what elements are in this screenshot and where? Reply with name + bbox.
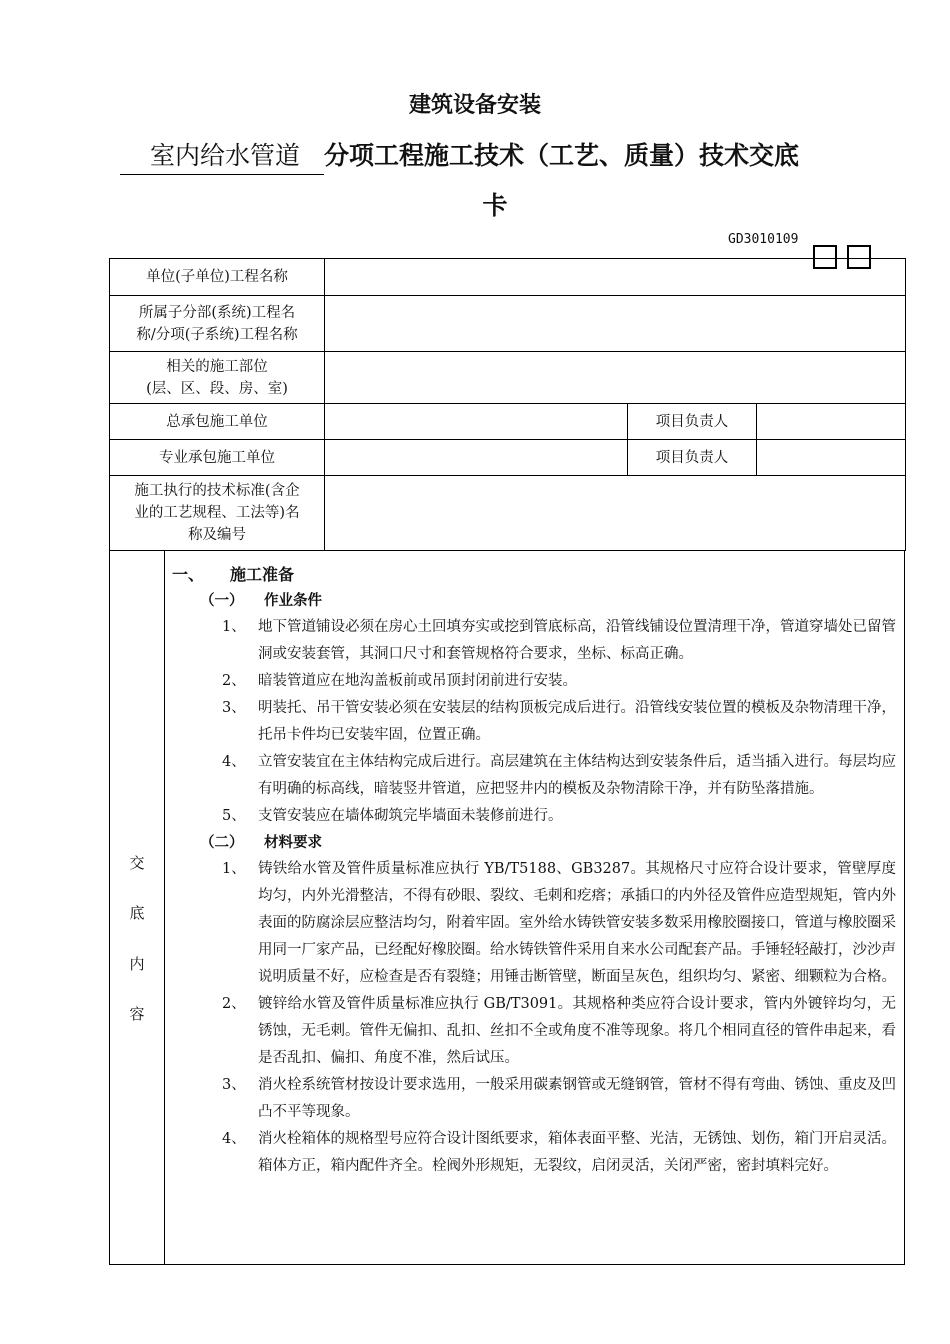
- specialty-contractor-label: 专业承包施工单位: [110, 440, 325, 476]
- list-item-text: 支管安装应在墙体砌筑完毕墙面未装修前进行。: [258, 808, 563, 824]
- list-item-text: 暗装管道应在地沟盖板前或吊顶封闭前进行安装。: [258, 673, 577, 689]
- subproject-label-line2: 称/分项(子系统)工程名称: [136, 326, 298, 343]
- subsection-number: （二）: [200, 835, 244, 851]
- title-line2-text: 分项工程施工技术（工艺、质量）技术交底: [324, 141, 800, 170]
- list-item: [170, 695, 900, 749]
- side-label-char: 内: [129, 955, 145, 973]
- document-code: GD3010109: [728, 232, 799, 247]
- subsection-title: 作业条件: [264, 593, 322, 609]
- list-item-number: 2、: [222, 673, 246, 689]
- list-item-text: 铸铁给水管及管件质量标准应执行 YB/T5188、GB3287。其规格尺寸应符合设计要求，管壁厚度均匀，内外光滑整洁，不得有砂眼、裂纹、毛刺和疙瘩；承插口的内外径及管件应造型规矩，管内外表面的防腐涂层应整洁均匀，附着牢固。室外给水铸铁管安装多数采用橡胶圈接口，管道与橡胶圈采用同一厂家产品，已经配好橡胶圈。给水铸铁管件采用自来水公司配套产品。手锤轻轻敲打，沙沙声说明质量不好，应检查是否有裂缝；用锤击断管壁，断面呈灰色，组织均匀、紧密、细颗粒为合格。: [258, 861, 896, 985]
- location-label: [110, 352, 325, 404]
- list-item: [170, 1126, 900, 1180]
- standard-label-line3: 称及编号: [188, 527, 246, 543]
- section-title: 施工准备: [230, 565, 295, 584]
- material-requirements-list: [170, 856, 900, 1180]
- project-info-table: [109, 258, 906, 551]
- list-item-text: 镀锌给水管及管件质量标准应执行 GB/T3091。其规格种类应符合设计要求，管内外镀锌均匀，无锈蚀，无毛刺。管件无偏扣、乱扣、丝扣不全或角度不准等现象。将几个相同直径的管件串起来，看是否乱扣、偏扣、角度不准，然后试压。: [258, 996, 896, 1066]
- list-item-number: 3、: [222, 1077, 246, 1093]
- subsection-number: （一）: [200, 593, 244, 609]
- list-item: [170, 1072, 900, 1126]
- table-row: [110, 296, 906, 352]
- table-row: [110, 440, 906, 476]
- specialty-manager-label: 项目负责人: [628, 440, 757, 476]
- document-title-line2: [120, 136, 900, 175]
- specialty-manager-value[interactable]: [757, 440, 906, 476]
- section-heading: [170, 562, 900, 588]
- side-label-char: 底: [129, 904, 145, 922]
- list-item-number: 2、: [222, 996, 246, 1012]
- table-row: [110, 476, 906, 551]
- project-name-label: 单位(子单位)工程名称: [110, 259, 325, 296]
- subject-fill-field: 室内给水管道: [120, 136, 324, 175]
- briefing-text: [170, 562, 900, 1180]
- subsection-title: 材料要求: [264, 835, 322, 851]
- standard-value[interactable]: [325, 476, 906, 551]
- list-item-number: 4、: [222, 1131, 246, 1147]
- document-title-line1: 建筑设备安装: [408, 93, 541, 118]
- list-item-text: 消火栓箱体的规格型号应符合设计图纸要求，箱体表面平整、光洁，无锈蚀、划伤，箱门开启灵活。箱体方正，箱内配件齐全。栓阀外形规矩，无裂纹，启闭灵活，关闭严密，密封填料完好。: [258, 1131, 896, 1174]
- side-label-column: [110, 550, 165, 1264]
- section-number: 一、: [172, 565, 205, 584]
- list-item-number: 1、: [222, 619, 246, 635]
- table-row: [110, 352, 906, 404]
- location-label-line2: (层、区、段、房、室): [146, 380, 288, 397]
- side-label-char: 容: [129, 1005, 145, 1023]
- subsection-heading: [170, 830, 900, 856]
- list-item: [170, 668, 900, 695]
- list-item: [170, 803, 900, 830]
- document-title-line3: 卡: [482, 191, 508, 220]
- list-item-text: 消火栓系统管材按设计要求选用，一般采用碳素钢管或无缝钢管，管材不得有弯曲、锈蚀、重皮及凹凸不平等现象。: [258, 1077, 896, 1120]
- list-item-number: 1、: [222, 861, 246, 877]
- list-item-number: 5、: [222, 808, 246, 824]
- list-item-text: 明装托、吊干管安装必须在安装层的结构顶板完成后进行。沿管线安装位置的模板及杂物清理干净，托吊卡件均已安装牢固，位置正确。: [258, 700, 896, 743]
- location-label-line1: 相关的施工部位: [166, 358, 268, 375]
- general-contractor-label: 总承包施工单位: [110, 404, 325, 440]
- table-row: [110, 404, 906, 440]
- subsection-heading: [170, 588, 900, 614]
- list-item: [170, 856, 900, 991]
- list-item: [170, 991, 900, 1072]
- project-name-value[interactable]: [325, 259, 906, 296]
- subproject-label-line1: 所属子分部(系统)工程名: [138, 304, 296, 321]
- list-item-text: 立管安装宜在主体结构完成后进行。高层建筑在主体结构达到安装条件后，适当插入进行。每层均应有明确的标高线，暗装竖井管道，应把竖井内的模板及杂物清除干净，并有防坠落措施。: [258, 754, 896, 797]
- standard-label: [110, 476, 325, 551]
- briefing-content-area: [109, 550, 905, 1265]
- table-row: [110, 259, 906, 296]
- location-value[interactable]: [325, 352, 906, 404]
- list-item: [170, 749, 900, 803]
- general-contractor-value[interactable]: [325, 404, 628, 440]
- general-manager-value[interactable]: [757, 404, 906, 440]
- list-item: [170, 614, 900, 668]
- standard-label-line2: 业的工艺规程、工法等)名: [134, 505, 300, 521]
- work-conditions-list: [170, 614, 900, 830]
- list-item-text: 地下管道铺设必须在房心土回填夯实或挖到管底标高，沿管线铺设位置清理干净，管道穿墙处已留管洞或安装套管，其洞口尺寸和套管规格符合要求，坐标、标高正确。: [258, 619, 896, 662]
- subproject-label: [110, 296, 325, 352]
- side-label-char: 交: [129, 854, 145, 872]
- general-manager-label: 项目负责人: [628, 404, 757, 440]
- specialty-contractor-value[interactable]: [325, 440, 628, 476]
- subproject-value[interactable]: [325, 296, 906, 352]
- list-item-number: 3、: [222, 700, 246, 716]
- list-item-number: 4、: [222, 754, 246, 770]
- standard-label-line1: 施工执行的技术标准(含企: [134, 483, 300, 499]
